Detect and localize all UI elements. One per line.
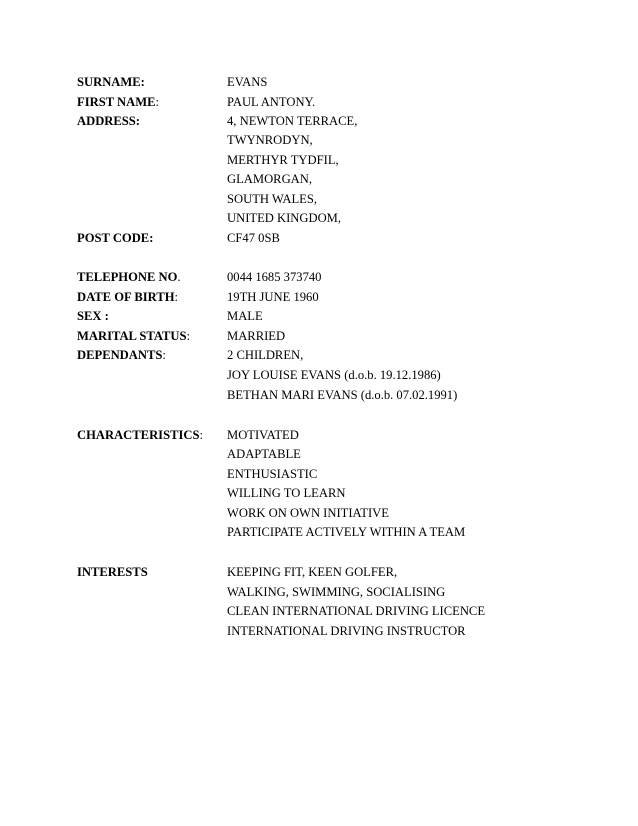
interests-row (0, 622, 638, 641)
dob-value: 19TH JUNE 1960 (227, 290, 319, 304)
address-label: ADDRESS: (77, 114, 140, 128)
dob-label-text: DATE OF BIRTH (77, 290, 175, 304)
address-row (0, 131, 638, 150)
address-line: TWYNRODYN, (227, 133, 313, 147)
address-row (0, 112, 638, 131)
surname-row (0, 73, 638, 92)
telephone-value: 0044 1685 373740 (227, 270, 322, 284)
interest-item: WALKING, SWIMMING, SOCIALISING (227, 585, 446, 599)
marital-label-text: MARITAL STATUS (77, 329, 187, 343)
post-code-label: POST CODE: (77, 231, 154, 245)
characteristic-item: ENTHUSIASTIC (227, 467, 318, 481)
address-line: UNITED KINGDOM, (227, 211, 342, 225)
first-name-label (77, 93, 159, 112)
characteristics-label-text: CHARACTERISTICS (77, 428, 200, 442)
characteristics-row (0, 484, 638, 503)
characteristic-item: ADAPTABLE (227, 447, 301, 461)
interests-label: INTERESTS (77, 565, 148, 579)
sex-row (0, 307, 638, 326)
characteristics-row (0, 426, 638, 445)
telephone-row (0, 268, 638, 287)
dependants-line: JOY LOUISE EVANS (d.o.b. 19.12.1986) (227, 368, 441, 382)
dependants-line: BETHAN MARI EVANS (d.o.b. 07.02.1991) (227, 388, 458, 402)
first-name-label-colon: : (155, 95, 159, 109)
characteristic-item: MOTIVATED (227, 428, 299, 442)
interests-row (0, 563, 638, 582)
address-row (0, 151, 638, 170)
sex-value: MALE (227, 309, 263, 323)
first-name-value: PAUL ANTONY. (227, 95, 316, 109)
post-code-row (0, 229, 638, 248)
characteristics-row (0, 465, 638, 484)
dependants-label-text: DEPENDANTS (77, 348, 163, 362)
surname-label: SURNAME: (77, 75, 145, 89)
post-code-value: CF47 0SB (227, 231, 280, 245)
marital-label (77, 327, 190, 346)
marital-row (0, 327, 638, 346)
characteristics-row (0, 523, 638, 542)
dependants-row (0, 346, 638, 365)
characteristics-row (0, 504, 638, 523)
surname-value: EVANS (227, 75, 268, 89)
address-row (0, 190, 638, 209)
first-name-label-text: FIRST NAME (77, 95, 156, 109)
dependants-label (77, 346, 166, 365)
address-row (0, 170, 638, 189)
interest-item: KEEPING FIT, KEEN GOLFER, (227, 565, 398, 579)
sex-label: SEX : (77, 309, 109, 323)
telephone-label-dot: . (177, 270, 181, 284)
marital-value: MARRIED (227, 329, 286, 343)
dob-label-colon: : (174, 290, 179, 304)
telephone-label (77, 268, 181, 287)
address-row (0, 209, 638, 228)
first-name-row (0, 93, 638, 112)
dependants-row (0, 386, 638, 405)
interest-item: CLEAN INTERNATIONAL DRIVING LICENCE (227, 604, 486, 618)
interests-row (0, 602, 638, 621)
characteristic-item: PARTICIPATE ACTIVELY WITHIN A TEAM (227, 525, 466, 539)
characteristic-item: WORK ON OWN INITIATIVE (227, 506, 389, 520)
characteristics-row (0, 445, 638, 464)
dob-label (77, 288, 178, 307)
dob-row (0, 288, 638, 307)
dependants-line: 2 CHILDREN, (227, 348, 304, 362)
dependants-label-colon: : (162, 348, 166, 362)
characteristics-label-colon: : (199, 428, 203, 442)
address-line: MERTHYR TYDFIL, (227, 153, 339, 167)
dependants-row (0, 366, 638, 385)
address-line: 4, NEWTON TERRACE, (227, 114, 358, 128)
characteristics-label (77, 426, 203, 445)
telephone-label-text: TELEPHONE NO (77, 270, 178, 284)
marital-label-colon: : (186, 329, 191, 343)
interest-item: INTERNATIONAL DRIVING INSTRUCTOR (227, 624, 466, 638)
address-line: GLAMORGAN, (227, 172, 313, 186)
characteristic-item: WILLING TO LEARN (227, 486, 346, 500)
address-line: SOUTH WALES, (227, 192, 318, 206)
interests-row (0, 583, 638, 602)
